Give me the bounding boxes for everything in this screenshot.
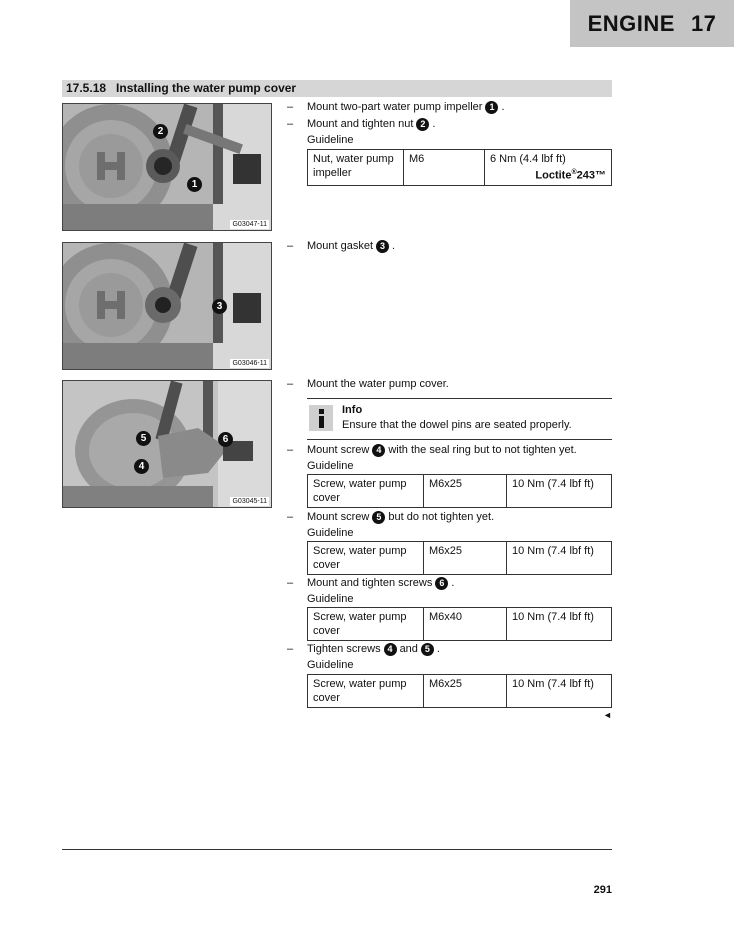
spec-thread: M6x25: [424, 542, 507, 575]
step-dash: –: [287, 643, 294, 655]
ref-number: 5: [421, 643, 434, 656]
step-end: .: [392, 240, 396, 252]
step-end: .: [501, 101, 505, 113]
info-body: Ensure that the dowel pins are seated properly.: [342, 419, 572, 431]
engine-photo-impeller: [62, 103, 272, 231]
callout-2: 2: [153, 124, 168, 139]
figure-code: G03046-11: [232, 360, 267, 367]
spec-table-screw-5: [307, 541, 612, 575]
step-end: .: [432, 118, 436, 130]
step-end: .: [436, 643, 440, 655]
step-dash: –: [287, 101, 294, 113]
step-mount-screw-5: [287, 510, 494, 524]
step-group-2: [287, 239, 395, 253]
engine-illustration: [63, 104, 271, 230]
spec-part: Screw, water pump cover: [308, 475, 424, 508]
step-dash: –: [287, 378, 294, 390]
section-heading: [62, 80, 612, 97]
spec-torque: 10 Nm (7.4 lbf ft): [507, 608, 612, 641]
spec-torque: 10 Nm (7.4 lbf ft): [507, 475, 612, 508]
guideline-label: Guideline: [307, 659, 354, 671]
engine-photo-cover: [62, 380, 272, 508]
figure-code: G03045-11: [232, 498, 267, 505]
spec-part: Nut, water pump impeller: [308, 150, 404, 186]
loctite-name: Loctite: [535, 169, 572, 182]
spec-torque: 6 Nm (4.4 lbf ft): [490, 153, 566, 165]
info-icon: [309, 405, 333, 431]
step-group-1: [287, 100, 505, 147]
guideline-label: Guideline: [307, 460, 354, 472]
spec-table-screws-4-5: [307, 674, 612, 708]
step-dash: –: [287, 511, 294, 523]
step-group-3: [287, 377, 449, 391]
figure-code: G03047-11: [232, 221, 267, 228]
footer-divider: [62, 849, 612, 850]
ref-number: 2: [416, 118, 429, 131]
step-text: Mount and tighten nut: [307, 118, 414, 130]
step-text-after: but do not tighten yet.: [388, 511, 495, 523]
step-dash: –: [287, 118, 294, 130]
section-title: Installing the water pump cover: [116, 81, 297, 95]
step-dash: –: [287, 444, 294, 456]
spec-loctite: [490, 166, 606, 183]
engine-illustration: [63, 243, 271, 369]
loctite-number: 243™: [576, 169, 606, 182]
spec-table-impeller-nut: [307, 149, 612, 186]
step-group-7: [287, 642, 440, 672]
guideline-label: Guideline: [307, 134, 354, 146]
step-tighten-screws-4-5: [287, 642, 440, 656]
step-mount-gasket: [287, 239, 395, 253]
step-dash: –: [287, 240, 294, 252]
step-tighten-nut: [287, 117, 505, 131]
step-group-4: [287, 443, 577, 473]
spec-part: Screw, water pump cover: [308, 608, 424, 641]
step-text-after: with the seal ring but to not tighten yet.: [388, 444, 577, 456]
spec-thread: M6: [404, 150, 485, 186]
spec-table-screw-6: [307, 607, 612, 641]
step-group-5: [287, 510, 494, 540]
ref-number: 1: [485, 101, 498, 114]
end-of-section-marker: ◄: [603, 710, 612, 720]
spec-thread: M6x25: [424, 675, 507, 708]
step-end: .: [451, 577, 455, 589]
guideline-label: Guideline: [307, 593, 354, 605]
section-number: 17.5.18: [66, 81, 107, 95]
callout-4: 4: [134, 459, 149, 474]
spec-torque: 10 Nm (7.4 lbf ft): [507, 675, 612, 708]
step-text: Mount gasket: [307, 240, 374, 252]
spec-thread: M6x25: [424, 475, 507, 508]
info-box: [307, 398, 612, 440]
step-text-mid: and: [399, 643, 418, 655]
callout-3: 3: [212, 299, 227, 314]
spec-part: Screw, water pump cover: [308, 675, 424, 708]
ref-number: 5: [372, 511, 385, 524]
step-text: Mount two-part water pump impeller: [307, 101, 483, 113]
chapter-tab: [570, 0, 734, 47]
guideline-label: Guideline: [307, 527, 354, 539]
chapter-title: ENGINE: [587, 10, 675, 36]
step-tighten-screws-6: [287, 576, 454, 590]
step-text: Mount the water pump cover.: [307, 378, 449, 390]
step-mount-impeller: [287, 100, 505, 114]
ref-number: 6: [435, 577, 448, 590]
step-text: Mount screw: [307, 511, 370, 523]
step-text: Mount screw: [307, 444, 370, 456]
engine-illustration: [63, 381, 271, 507]
spec-thread: M6x40: [424, 608, 507, 641]
callout-5: 5: [136, 431, 151, 446]
loctite-mark: ®: [571, 169, 577, 176]
spec-table-screw-4: [307, 474, 612, 508]
spec-torque-cell: [485, 150, 612, 186]
callout-1: 1: [187, 177, 202, 192]
step-mount-screw-4: [287, 443, 577, 457]
ref-number: 4: [384, 643, 397, 656]
spec-part: Screw, water pump cover: [308, 542, 424, 575]
spec-torque: 10 Nm (7.4 lbf ft): [507, 542, 612, 575]
ref-number: 3: [376, 240, 389, 253]
page-number: 291: [593, 884, 612, 896]
ref-number: 4: [372, 444, 385, 457]
info-title: Info: [342, 404, 363, 416]
step-mount-cover: [287, 377, 449, 391]
step-dash: –: [287, 577, 294, 589]
chapter-number: 17: [690, 10, 717, 36]
callout-6: 6: [218, 432, 233, 447]
engine-photo-gasket: [62, 242, 272, 370]
step-text: Mount and tighten screws: [307, 577, 433, 589]
step-text: Tighten screws: [307, 643, 381, 655]
step-group-6: [287, 576, 454, 606]
